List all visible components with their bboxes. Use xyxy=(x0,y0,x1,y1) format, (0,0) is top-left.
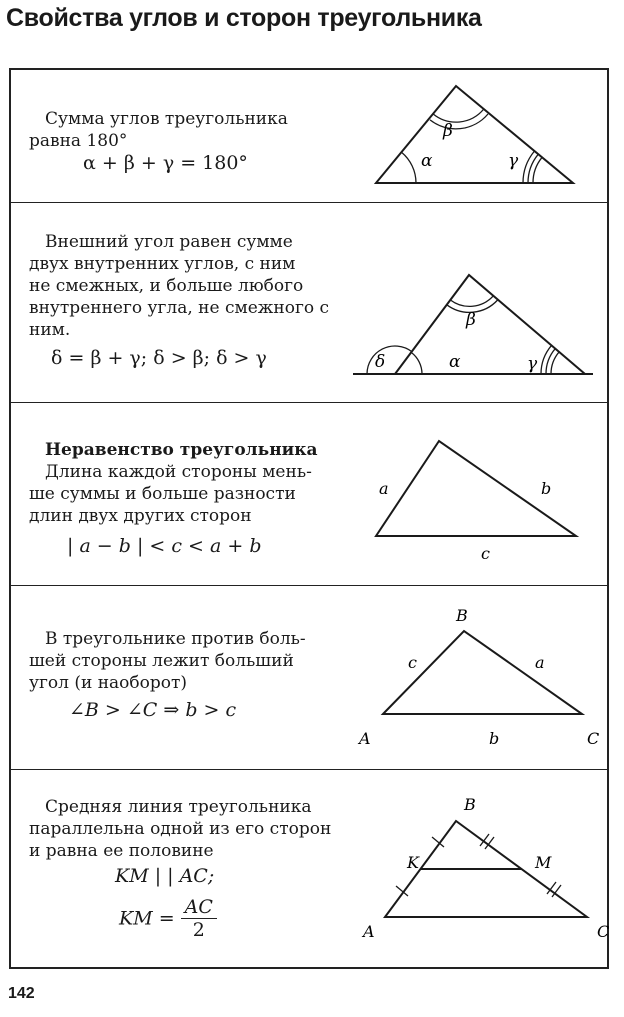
side-a-label: a xyxy=(379,479,389,498)
vertex-k-label: K xyxy=(407,853,419,872)
text-line: внутреннего угла, не смежного с xyxy=(29,298,330,318)
triangle-inequality-figure xyxy=(371,438,591,578)
fraction-numerator: AC xyxy=(181,896,217,919)
side-angle-figure xyxy=(351,606,611,766)
section-midline xyxy=(11,770,610,969)
beta-label: β xyxy=(466,310,476,330)
text-line: Длина каждой стороны мень- xyxy=(45,462,312,482)
fraction-denominator: 2 xyxy=(192,919,205,941)
section-triangle-inequality xyxy=(11,403,607,586)
section-text xyxy=(29,796,331,862)
vertex-c-label: C xyxy=(587,729,600,748)
text-line: Внешний угол равен сумме xyxy=(45,232,293,252)
vertex-m-label: M xyxy=(535,853,552,872)
text-line: не смежных, и больше любого xyxy=(29,276,304,296)
text-line: шей стороны лежит больший xyxy=(29,651,294,671)
vertex-a-label: A xyxy=(359,729,371,748)
text-line: и равна ее половине xyxy=(29,841,214,861)
section-heading: Неравенство треугольника xyxy=(45,440,318,460)
page-number: 142 xyxy=(8,985,35,1002)
side-c-label: c xyxy=(481,544,490,563)
text-line: Средняя линия треугольника xyxy=(45,797,312,817)
triangle-angles-figure xyxy=(371,80,601,195)
delta-label: δ xyxy=(375,352,386,372)
text-line: ше суммы и больше разности xyxy=(29,484,296,504)
side-c-label: c xyxy=(408,653,417,672)
formula: ∠B > ∠C ⇒ b > c xyxy=(69,699,237,721)
beta-label: β xyxy=(443,121,453,141)
text-line: угол (и наоборот) xyxy=(29,673,188,693)
vertex-c-label: C xyxy=(597,922,610,941)
alpha-label: α xyxy=(421,151,433,171)
formula-parallel: KM | | AC; xyxy=(115,865,215,887)
section-angle-sum xyxy=(11,70,607,203)
properties-table xyxy=(9,68,609,969)
section-text xyxy=(29,628,306,694)
page-title: Свойства углов и сторон треугольника xyxy=(6,4,482,32)
section-side-angle xyxy=(11,586,607,770)
formula: | a − b | < c < a + b xyxy=(67,535,262,557)
exterior-angle-figure xyxy=(351,243,601,383)
vertex-a-label: A xyxy=(363,922,375,941)
side-a-label: a xyxy=(535,653,545,672)
midline-figure xyxy=(351,792,611,967)
alpha-label: α xyxy=(449,352,461,372)
text-line: длин двух других сторон xyxy=(29,506,252,526)
text-line: двух внутренних углов, с ним xyxy=(29,254,296,274)
section-text xyxy=(29,231,329,341)
vertex-b-label: B xyxy=(464,795,476,814)
side-b-label: b xyxy=(541,479,552,498)
gamma-label: γ xyxy=(508,151,519,171)
vertex-b-label: B xyxy=(456,606,468,625)
formula-half xyxy=(119,896,217,941)
text-line: ним. xyxy=(29,320,71,340)
section-text xyxy=(29,439,318,527)
formula-left: KM = xyxy=(119,907,175,930)
text-line: В треугольнике против боль- xyxy=(45,629,306,649)
text-line: параллельна одной из его сторон xyxy=(29,819,332,839)
text-line: равна 180° xyxy=(29,131,128,151)
section-text xyxy=(29,108,288,152)
gamma-label: γ xyxy=(527,354,538,374)
section-exterior-angle xyxy=(11,203,607,403)
formula: δ = β + γ; δ > β; δ > γ xyxy=(51,347,267,369)
text-line: Сумма углов треугольника xyxy=(45,109,288,129)
fraction xyxy=(181,896,217,941)
formula: α + β + γ = 180° xyxy=(83,152,248,174)
side-b-label: b xyxy=(489,729,500,748)
